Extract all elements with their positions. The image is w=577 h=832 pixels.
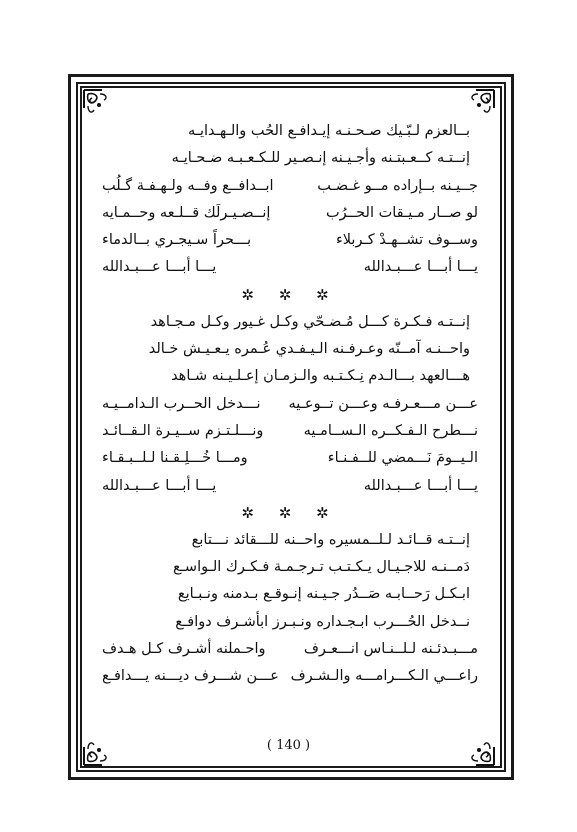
page-number: ( 140 ) xyxy=(266,738,311,753)
verse-left-hemistich: نـــدخل الحــرب الـدامــيـه xyxy=(102,395,261,412)
poem-verse-pair xyxy=(100,418,480,445)
verse-left-hemistich: ابــدافــع وفــه ولـهـفـة گـلُب xyxy=(102,177,274,194)
verse-left-hemistich: يـــا أبـــا عـــبـدالله xyxy=(102,477,217,494)
poem-verse-pair xyxy=(100,173,480,200)
poem-line: إنــتـه قــائـد لـلــمسيره واحــنه للـــقائد نـــتابع xyxy=(191,531,470,548)
verse-right-hemistich: الـيــومَ نَـــمضي للــفـنـاء xyxy=(327,450,478,467)
poem-line: إنــتـه كــعـبتـنه وأجـيـنه إنـصـير للـكـعـبـه ضـحـايـه xyxy=(171,150,470,167)
verse-left-hemistich: ومـــا خُـــلِـقـنا لـلــبـقـاء xyxy=(102,450,248,467)
poem-verse-pair xyxy=(100,473,480,500)
verse-right-hemistich: لو صــار مـيـقات الحــرُب xyxy=(326,204,478,221)
poem-verse-pair xyxy=(100,663,480,690)
poem-line: دَمــنـه للاجـيـال يـكـتـب تـرجـمـة فـكـرك الـواسـع xyxy=(172,559,470,576)
verse-left-hemistich: بـــحراً سـيجـري بــالدماء xyxy=(102,232,252,249)
poem-line: نــدخل الحُـــرب ابـجـداره ونـبـرز ابأشـرف دوافـع xyxy=(175,613,470,630)
poem-line: ابـكـل رَحــابـه صَــدُر جـيـنه إنـوقـع بـدمنه ونـبـايع xyxy=(177,586,470,603)
stanza-separator-stars: ✲ ✲ ✲ xyxy=(241,503,339,522)
verse-left-hemistich: عـــن شـــرف ديـــنه يـــدافـع xyxy=(102,668,279,685)
verse-right-hemistich: مـــبـدئـنه لـلــنـاس انـــعـرف xyxy=(303,641,478,658)
poem-body xyxy=(100,118,480,691)
verse-right-hemistich: راعـــي الـكـــرامـــه والـشـرف xyxy=(290,668,478,685)
corner-ornament-icon xyxy=(462,88,496,122)
verse-left-hemistich: واحـملنه أشـرف كـل هـدف xyxy=(102,641,266,658)
poem-verse-pair xyxy=(100,254,480,281)
poem-verse-pair xyxy=(100,636,480,663)
verse-right-hemistich: جــيـنه بــإراده مــو غـضـب xyxy=(317,177,478,194)
poem-line: واحــنـه آمــنّه وعـرفـنه الـيـفـدي عُـمره يـعـيـش خـالد xyxy=(148,341,470,358)
verse-right-hemistich: يـــا أبـــا عـــبـدالله xyxy=(363,259,478,276)
poem-verse-pair xyxy=(100,391,480,418)
poem-verse-pair xyxy=(100,227,480,254)
stanza-separator-stars: ✲ ✲ ✲ xyxy=(241,285,339,304)
corner-ornament-icon xyxy=(82,88,116,122)
verse-left-hemistich: يـــا أبـــا عـــبـدالله xyxy=(102,259,217,276)
verse-right-hemistich: وســوف تشــهـدْ كـربلاء xyxy=(335,232,478,249)
verse-right-hemistich: نـــطرح الـفـكــره الـســامـيه xyxy=(303,422,478,439)
verse-right-hemistich: عـــن مـــعـرفـه وعـــن تــوعـيه xyxy=(288,395,478,412)
verse-left-hemistich: إنــصـيـرلَك قــلـعه وحــمـايه xyxy=(102,204,271,221)
verse-left-hemistich: ونـــلـتـزم ســيـرة الـقــائـد xyxy=(102,422,264,439)
poem-verse-pair xyxy=(100,445,480,472)
poem-line: هـــالعهد بـــالـدم نِـكـتـبه والـزمـان إعـلـيـنه شـاهد xyxy=(171,368,470,385)
verse-right-hemistich: يـــا أبـــا عـــبـدالله xyxy=(363,477,478,494)
poem-line: إنــتـه فـكـرة كـــل مُـضـحّي وكـل غـيور وكـل مـجـاهد xyxy=(150,313,470,330)
poem-verse-pair xyxy=(100,200,480,227)
poem-line: بــالعزم لـبّـيك صـحـنـه إيـدافـع الحُب والـهـدايـه xyxy=(187,123,470,139)
